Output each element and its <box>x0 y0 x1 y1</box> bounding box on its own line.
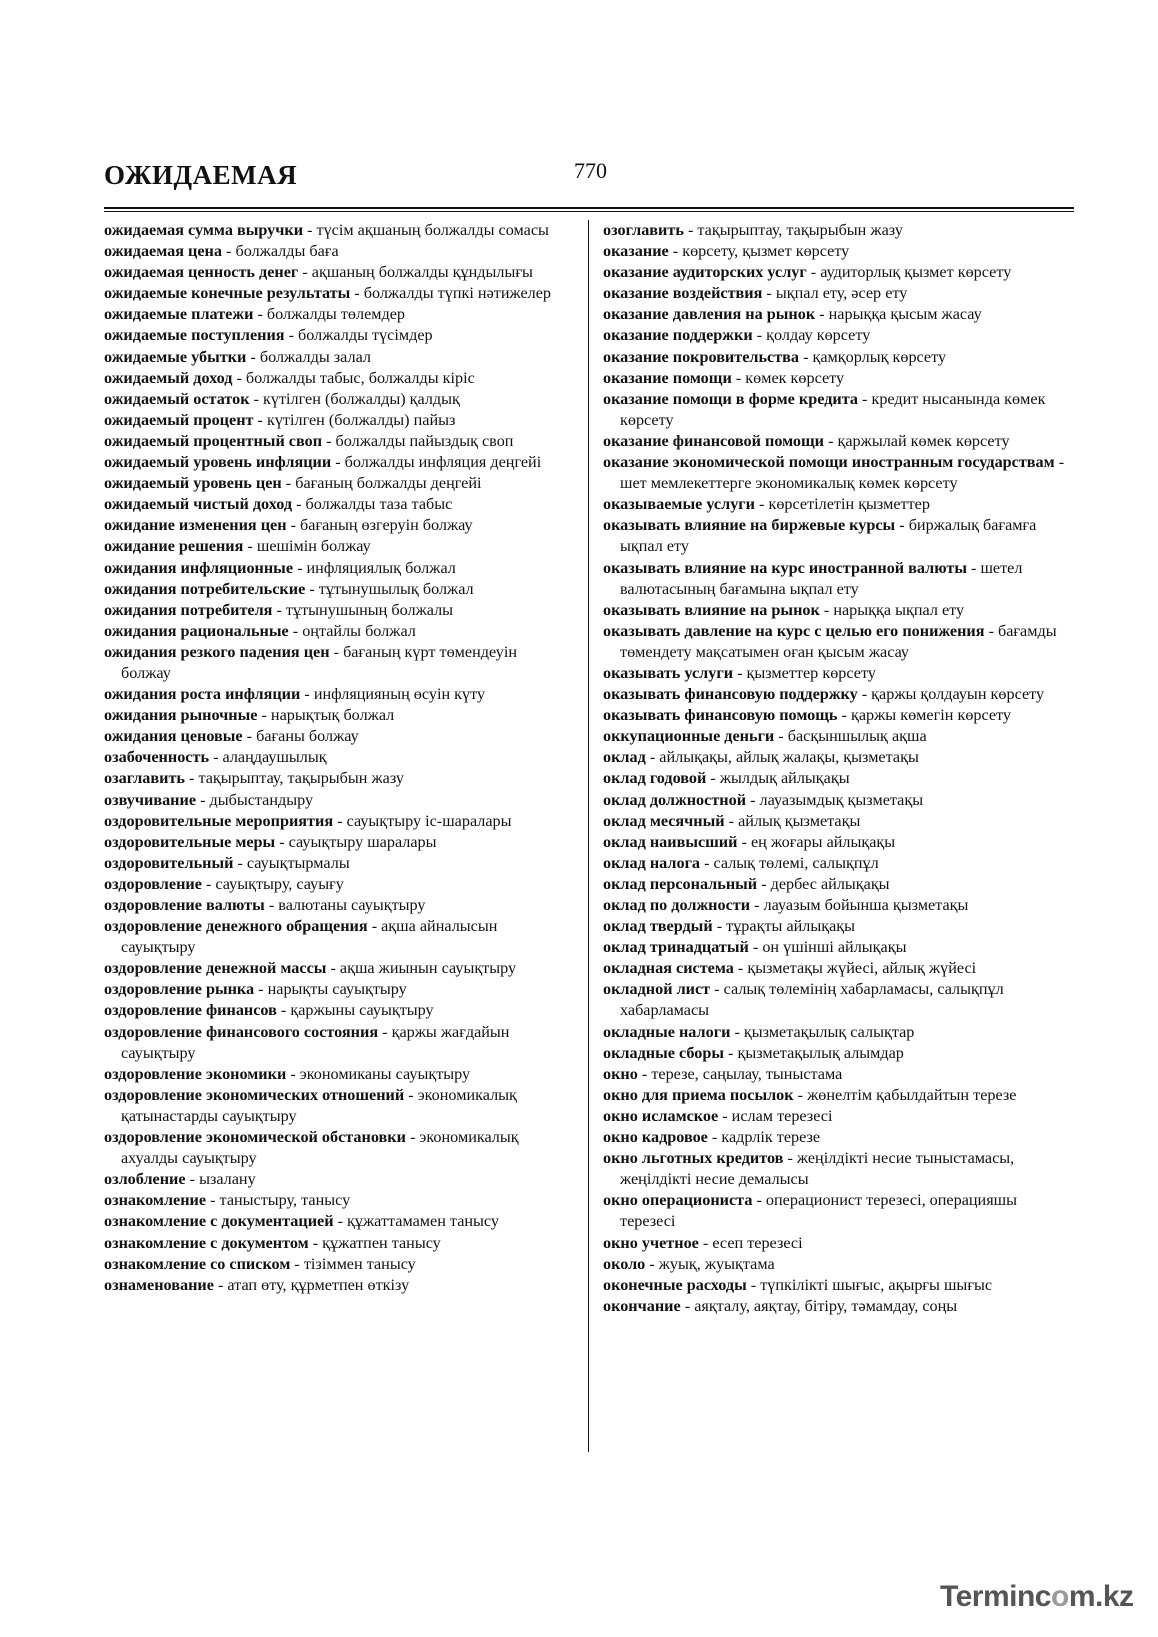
dictionary-entry: оклад твердый - тұрақты айлықақы <box>603 917 856 936</box>
dictionary-entry: оказание помощи в форме кредита - кредит нысанында көмек көрсету <box>603 389 1046 429</box>
dictionary-entry: оклад по должности - лауазым бойынша қызметақы <box>603 896 969 914</box>
entry-term: оказание <box>603 242 669 261</box>
dictionary-entry: оказание аудиторских услуг - аудиторлық қызмет көрсету <box>603 263 1012 282</box>
dictionary-entry: окно учетное - есеп терезесі <box>603 1233 803 1252</box>
entry-definition: лауазымдық қызметақы <box>759 790 924 809</box>
entry-term: озаглавить <box>104 769 185 788</box>
header-word: ОЖИДАЕМАЯ <box>104 160 298 190</box>
entry-definition: нарыққа ықпал ету <box>833 600 965 619</box>
entry-definition: тақырыптау, тақырыбын жазу <box>697 221 903 239</box>
entry-term: оклад наивысший <box>603 832 738 851</box>
entry-term: оздоровление денежного обращения <box>104 917 368 936</box>
entry-definition: тұтынушының болжалы <box>285 600 454 619</box>
entry-term: ожидания рациональные <box>104 621 289 640</box>
entry-term: окладная система <box>603 959 734 978</box>
entry-term: оздоровление финансового состояния <box>104 1022 379 1041</box>
entry-term: окно <box>603 1064 638 1083</box>
dictionary-entry: ожидаемый чистый доход - болжалды таза табыс <box>104 495 453 514</box>
entry-term: оздоровительные меры <box>104 832 276 851</box>
entry-term: около <box>603 1254 646 1273</box>
entry-term: ожидания потребителя <box>104 600 273 619</box>
entry-definition: ызалану <box>199 1170 256 1189</box>
entry-definition: ақшаның болжалды құндылығы <box>311 263 533 282</box>
dictionary-entry: оздоровление финансового состояния - қаржы жағдайын сауықтыру <box>104 1022 510 1062</box>
dictionary-entry: оказывать финансовую поддержку - қаржы қолдауын көрсету <box>603 685 1045 704</box>
dictionary-entry: озоглавить - тақырыптау, тақырыбын жазу <box>603 221 903 239</box>
entry-definition: түпкілікті шығыс, ақырғы шығыс <box>760 1275 993 1294</box>
dictionary-entry: оклад наивысший - ең жоғары айлықақы <box>603 832 896 851</box>
dictionary-entry: оздоровление экономики - экономиканы сауықтыру <box>104 1064 471 1083</box>
entry-term: оклад налога <box>603 853 701 872</box>
dictionary-entry: ознакомление с документом - құжатпен танысу <box>104 1233 441 1252</box>
entry-definition: болжалды залал <box>259 347 371 366</box>
entry-term: оказывать влияние на курс иностранной валюты <box>603 558 967 577</box>
dictionary-entry: оказание - көрсету, қызмет көрсету <box>603 242 850 261</box>
entry-term: ожидаемый остаток <box>104 389 250 408</box>
column-divider <box>588 220 589 1452</box>
entry-definition: нарыққа қысым жасау <box>828 305 982 324</box>
entry-term: озоглавить <box>603 221 684 239</box>
entry-term: ознакомление со списком <box>104 1254 291 1273</box>
entry-term: окно кадровое <box>603 1128 708 1147</box>
dictionary-entry: ожидаемый уровень цен - бағаның болжалды деңгейі <box>104 474 482 493</box>
entry-term: оказывать влияние на рынок <box>603 600 820 619</box>
entry-definition: құжатпен танысу <box>322 1233 441 1252</box>
header-rule-thick <box>104 207 1074 209</box>
entry-definition: сауықтырмалы <box>246 853 350 872</box>
dictionary-entry: оздоровление валюты - валютаны сауықтыру <box>104 896 426 914</box>
entry-definition: болжалды төлемдер <box>266 305 406 324</box>
dictionary-entry: оклад - айлықақы, айлық жалақы, қызметақы <box>603 748 919 767</box>
entry-term: оклад по должности <box>603 896 751 914</box>
entry-term: озабоченность <box>104 748 210 767</box>
dictionary-entry: озвучивание - дыбыстандыру <box>104 790 314 809</box>
entry-term: ожидаемая сумма выручки <box>104 221 304 239</box>
entry-term: оздоровление рынка <box>104 980 255 999</box>
entry-definition: ең жоғары айлықақы <box>750 832 896 851</box>
dictionary-entry: оздоровление денежной массы - ақша жиынын сауықтыру <box>104 959 517 978</box>
dictionary-entry: ожидаемый процент - күтілген (болжалды) пайыз <box>104 410 456 429</box>
dictionary-entry: оклад должностной - лауазымдық қызметақы <box>603 790 924 809</box>
dictionary-entry: оздоровительный - сауықтырмалы <box>104 853 350 872</box>
entry-definition: валютаны сауықтыру <box>278 896 426 914</box>
dictionary-entry: окончание - аяқталу, аяқтау, бітіру, тәмамдау, соңы <box>603 1296 958 1315</box>
dictionary-entry: ожидаемый остаток - күтілген (болжалды) қалдық <box>104 389 460 408</box>
dictionary-entry: ожидания рыночные - нарықтық болжал <box>104 706 395 725</box>
entry-term: оздоровление финансов <box>104 1001 277 1020</box>
entry-definition: болжалды пайыздық своп <box>335 431 514 450</box>
logo-mark: o <box>1051 1580 1069 1613</box>
entry-term: окно операциониста <box>603 1191 753 1210</box>
entry-definition: ислам терезесі <box>731 1106 833 1125</box>
dictionary-entry: оздоровительные меры - сауықтыру шаралары <box>104 832 437 851</box>
entry-definition: тұтынушылық болжал <box>318 579 474 598</box>
entry-term: ожидания инфляционные <box>104 558 294 577</box>
entry-term: окладные налоги <box>603 1022 731 1041</box>
entry-term: озлобление <box>104 1170 186 1189</box>
entry-term: оказание аудиторских услуг <box>603 263 807 282</box>
dictionary-entry: оклад налога - салық төлемі, салықпұл <box>603 853 879 872</box>
dictionary-entry: оздоровление экономических отношений - экономикалық қатынастарды сауықтыру <box>104 1085 517 1125</box>
entry-definition: күтілген (болжалды) қалдық <box>263 389 460 408</box>
entry-definition: қызметақылық салықтар <box>743 1022 915 1041</box>
entry-definition: қызметақы жүйесі, айлық жүйесі <box>747 959 977 978</box>
entry-definition: экономикалық қатынастарды сауықтыру <box>121 1085 517 1125</box>
dictionary-entry: окладной лист - салық төлемінің хабарламасы, салықпұл хабарламасы <box>603 980 1004 1020</box>
entry-term: ожидаемые платежи <box>104 305 254 324</box>
entry-term: оказываемые услуги <box>603 495 755 514</box>
entry-definition: аудиторлық қызмет көрсету <box>820 263 1012 282</box>
entry-definition: нарықты сауықтыру <box>267 980 407 999</box>
entry-definition: экономиканы сауықтыру <box>299 1064 471 1083</box>
dictionary-entry: оконечные расходы - түпкілікті шығыс, ақырғы шығыс <box>603 1275 993 1294</box>
entry-definition: жөнелтім қабылдайтын терезе <box>807 1085 1017 1104</box>
entry-term: окладной лист <box>603 980 711 999</box>
entry-definition: дербес айлықақы <box>770 874 890 893</box>
dictionary-entry: ожидаемый процентный своп - болжалды пайыздық своп <box>104 431 514 450</box>
dictionary-entry: ожидание изменения цен - бағаның өзгеруін болжау <box>104 516 473 535</box>
entry-definition: болжалды инфляция деңгейі <box>344 453 542 472</box>
dictionary-entry: окно операциониста - операционист терезесі, операцияшы терезесі <box>603 1191 1018 1231</box>
header-rule-thin <box>104 211 1074 212</box>
dictionary-entry: окно - терезе, саңылау, тыныстама <box>603 1064 843 1083</box>
entry-term: оказывать финансовую помощь <box>603 706 838 725</box>
dictionary-entry: ожидаемые конечные результаты - болжалды түпкі нәтижелер <box>104 284 552 303</box>
entry-term: оказывать услуги <box>603 663 734 682</box>
dictionary-entry: окладные налоги - қызметақылық салықтар <box>603 1022 915 1041</box>
entry-definition: жуық, жуықтама <box>658 1254 775 1273</box>
entry-term: окладные сборы <box>603 1043 724 1062</box>
entry-term: ожидаемый процент <box>104 410 254 429</box>
dictionary-entry: оклад месячный - айлық қызметақы <box>603 811 861 830</box>
entry-term: оздоровление экономики <box>104 1064 287 1083</box>
entry-definition: инфляциялық болжал <box>306 558 456 577</box>
entry-term: оклад тринадцатый <box>603 938 749 957</box>
dictionary-entry: оказание давления на рынок - нарыққа қысым жасау <box>603 305 982 324</box>
entry-term: оздоровление экономических отношений <box>104 1085 405 1104</box>
entry-definition: айлық қызметақы <box>738 811 861 830</box>
entry-term: оказание помощи <box>603 368 732 387</box>
dictionary-entry: ожидания инфляционные - инфляциялық болжал <box>104 558 456 577</box>
dictionary-entry: ожидаемые платежи - болжалды төлемдер <box>104 305 406 324</box>
entry-term: оказывать давление на курс с целью его понижения <box>603 621 985 640</box>
entry-definition: аяқталу, аяқтау, бітіру, тәмамдау, соңы <box>694 1296 958 1315</box>
dictionary-entry: оздоровление денежного обращения - ақша айналысын сауықтыру <box>104 917 498 957</box>
dictionary-entry: оздоровление - сауықтыру, сауығу <box>104 874 344 893</box>
entry-term: ознаменование <box>104 1275 214 1294</box>
entry-term: оклад годовой <box>603 769 707 788</box>
dictionary-entry: оздоровительные мероприятия - сауықтыру іс-шаралары <box>104 811 512 830</box>
entry-definition: қаржы көмегін көрсету <box>850 706 1012 725</box>
dictionary-entry: оккупационные деньги - басқыншылық ақша <box>603 727 927 746</box>
entry-term: окончание <box>603 1296 681 1315</box>
right-column <box>603 220 1075 1317</box>
entry-term: ожидаемый уровень цен <box>104 474 282 493</box>
entry-definition: нарықтық болжал <box>270 706 395 725</box>
dictionary-entry: ожидаемая сумма выручки - түсім ақшаның болжалды сомасы <box>104 221 549 239</box>
entry-term: ожидаемый доход <box>104 368 233 387</box>
entry-term: ожидания рыночные <box>104 706 258 725</box>
entry-definition: таныстыру, танысу <box>219 1191 351 1210</box>
entry-definition: дыбыстандыру <box>209 790 314 809</box>
entry-definition: көмек көрсету <box>745 368 845 387</box>
entry-definition: көрсету, қызмет көрсету <box>682 242 850 261</box>
dictionary-entry: ожидаемая ценность денег - ақшаның болжалды құндылығы <box>104 263 533 282</box>
dictionary-entry: оказание экономической помощи иностранным государствам - шет мемлекеттерге экономикалық көмек көрсету <box>603 453 1065 493</box>
entry-term: окно учетное <box>603 1233 699 1252</box>
entry-term: оккупационные деньги <box>603 727 775 746</box>
entry-definition: алаңдаушылық <box>222 748 327 767</box>
entry-term: окно исламское <box>603 1106 719 1125</box>
dictionary-entry: окладная система - қызметақы жүйесі, айлық жүйесі <box>603 959 977 978</box>
dictionary-entry: ожидания рациональные - оңтайлы болжал <box>104 621 416 640</box>
entry-definition: күтілген (болжалды) пайыз <box>266 410 456 429</box>
entry-definition: бағаның болжалды деңгейі <box>295 474 482 493</box>
page-header <box>104 150 1074 194</box>
entry-term: ожидаемый чистый доход <box>104 495 293 514</box>
logo-prefix: T <box>940 1580 956 1613</box>
left-column <box>104 220 569 1296</box>
entry-definition: сауықтыру іс-шаралары <box>346 811 512 830</box>
entry-definition: қамқорлық көрсету <box>812 347 947 366</box>
entry-term: ожидаемый уровень инфляции <box>104 453 332 472</box>
dictionary-entry: ожидаемый доход - болжалды табыс, болжалды кіріс <box>104 368 475 387</box>
entry-definition: кадрлік терезе <box>721 1128 821 1147</box>
entry-term: оказание поддержки <box>603 326 753 345</box>
entry-term: оздоровление экономической обстановки <box>104 1128 406 1147</box>
dictionary-entry: ознаменование - атап өту, құрметпен өткізу <box>104 1275 410 1294</box>
dictionary-entry: около - жуық, жуықтама <box>603 1254 775 1273</box>
dictionary-entry: оклад годовой - жылдық айлықақы <box>603 769 850 788</box>
entry-term: оказание финансовой помощи <box>603 431 825 450</box>
entry-term: ожидания потребительские <box>104 579 306 598</box>
entry-definition: он үшінші айлықақы <box>762 938 907 957</box>
dictionary-entry: оказываемые услуги - көрсетілетін қызметтер <box>603 495 930 514</box>
entry-term: ожидание изменения цен <box>104 516 287 535</box>
dictionary-entry: ознакомление со списком - тізіммен танысу <box>104 1254 416 1273</box>
entry-term: оказание воздействия <box>603 284 763 303</box>
entry-definition: экономикалық ахуалды сауықтыру <box>121 1128 519 1168</box>
entry-definition: қаржы жағдайын сауықтыру <box>121 1022 510 1062</box>
entry-term: оклад месячный <box>603 811 725 830</box>
dictionary-entry: ожидаемые убытки - болжалды залал <box>104 347 371 366</box>
entry-definition: сауықтыру, сауығу <box>215 874 344 893</box>
dictionary-entry: ожидаемая цена - болжалды баға <box>104 242 339 261</box>
dictionary-entry: оказывать влияние на рынок - нарыққа ықпал ету <box>603 600 965 619</box>
entry-definition: жеңілдікті несие тыныстамасы, жеңілдікті несие демалысы <box>620 1149 1015 1189</box>
entry-definition: лауазым бойынша қызметақы <box>763 896 969 914</box>
entry-definition: шетел валютасының бағамына ықпал ету <box>620 558 1023 598</box>
entry-term: оздоровление денежной массы <box>104 959 327 978</box>
entry-definition: бағамды төмендету мақсатымен оған қысым жасау <box>620 621 1057 661</box>
entry-term: ожидания роста инфляции <box>104 685 301 704</box>
entry-definition: тақырыптау, тақырыбын жазу <box>198 769 405 788</box>
entry-definition: қаржыны сауықтыру <box>290 1001 434 1020</box>
dictionary-entry: ознакомление с документацией - құжаттамамен танысу <box>104 1212 499 1231</box>
entry-term: оказание давления на рынок <box>603 305 816 324</box>
dictionary-entry: ознакомление - таныстыру, танысу <box>104 1191 351 1210</box>
entry-definition: жылдық айлықақы <box>719 769 850 788</box>
entry-definition: болжалды баға <box>235 242 339 261</box>
entry-definition: тұрақты айлықақы <box>726 917 856 936</box>
entry-definition: сауықтыру шаралары <box>288 832 437 851</box>
dictionary-entry: окно кадровое - кадрлік терезе <box>603 1128 821 1147</box>
entry-definition: ақша айналысын сауықтыру <box>121 917 498 957</box>
termincom-logo <box>940 1580 1134 1614</box>
entry-term: оздоровление <box>104 874 202 893</box>
entry-definition: айлықақы, айлық жалақы, қызметақы <box>659 748 919 767</box>
entry-definition: биржалық бағамға ықпал ету <box>620 516 1037 556</box>
dictionary-entry: ожидаемый уровень инфляции - болжалды инфляция деңгейі <box>104 453 542 472</box>
dictionary-entry: оклад персональный - дербес айлықақы <box>603 874 890 893</box>
entry-definition: болжалды табыс, болжалды кіріс <box>245 368 475 387</box>
entry-term: оказывать влияние на биржевые курсы <box>603 516 896 535</box>
dictionary-entry: оказание воздействия - ықпал ету, әсер ету <box>603 284 908 303</box>
entry-definition: оңтайлы болжал <box>302 621 416 640</box>
dictionary-entry: оздоровление экономической обстановки - экономикалық ахуалды сауықтыру <box>104 1128 519 1168</box>
entry-definition: салық төлемі, салықпұл <box>713 853 879 872</box>
entry-term: оздоровление валюты <box>104 896 265 914</box>
dictionary-entry: ожидания потребительские - тұтынушылық болжал <box>104 579 474 598</box>
entry-definition: терезе, саңылау, тыныстама <box>651 1064 843 1083</box>
dictionary-entry: оказывать давление на курс с целью его понижения - бағамды төмендету мақсатымен оған қысым жасау <box>603 621 1057 661</box>
entry-term: окно для приема посылок <box>603 1085 794 1104</box>
entry-term: ознакомление <box>104 1191 207 1210</box>
entry-definition: есеп терезесі <box>712 1233 803 1252</box>
dictionary-entry: оказание финансовой помощи - қаржылай көмек көрсету <box>603 431 1010 450</box>
dictionary-entry: оклад тринадцатый - он үшінші айлықақы <box>603 938 907 957</box>
entry-term: ожидаемые поступления <box>104 326 285 345</box>
entry-definition: ақша жиынын сауықтыру <box>339 959 517 978</box>
entry-term: ожидания ценовые <box>104 727 243 746</box>
entry-definition: қызметақылық алымдар <box>737 1043 904 1062</box>
entry-definition: операционист терезесі, операцияшы терезесі <box>620 1191 1018 1231</box>
logo-text-b: m.kz <box>1068 1580 1134 1613</box>
dictionary-entry: оказывать финансовую помощь - қаржы көмегін көрсету <box>603 706 1012 725</box>
dictionary-entry: ожидаемые поступления - болжалды түсімдер <box>104 326 433 345</box>
dictionary-entry: окладные сборы - қызметақылық алымдар <box>603 1043 904 1062</box>
entry-term: оздоровительные мероприятия <box>104 811 334 830</box>
dictionary-entry: ожидания ценовые - бағаны болжау <box>104 727 359 746</box>
entry-definition: шет мемлекеттерге экономикалық көмек көрсету <box>620 474 958 493</box>
entry-definition: түсім ақшаның болжалды сомасы <box>316 221 549 239</box>
entry-definition: болжалды таза табыс <box>305 495 453 514</box>
entry-definition: көрсетілетін қызметтер <box>768 495 930 514</box>
entry-term: ознакомление с документацией <box>104 1212 334 1231</box>
logo-text-a: erminc <box>955 1580 1051 1613</box>
dictionary-entry: ожидание решения - шешімін болжау <box>104 537 371 556</box>
dictionary-entry: окно исламское - ислам терезесі <box>603 1106 833 1125</box>
entry-term: ожидаемые убытки <box>104 347 247 366</box>
entry-term: ознакомление с документом <box>104 1233 309 1252</box>
entry-term: оказание покровительства <box>603 347 800 366</box>
dictionary-entry: окно для приема посылок - жөнелтім қабылдайтын терезе <box>603 1085 1017 1104</box>
entry-term: оклад <box>603 748 646 767</box>
entry-term: оклад персональный <box>603 874 758 893</box>
dictionary-entry: оказывать услуги - қызметтер көрсету <box>603 663 876 682</box>
dictionary-entry: озабоченность - алаңдаушылық <box>104 748 327 767</box>
dictionary-entry: окно льготных кредитов - жеңілдікті несие тыныстамасы, жеңілдікті несие демалысы <box>603 1149 1015 1189</box>
entry-definition: салық төлемінің хабарламасы, салықпұл хабарламасы <box>620 980 1004 1020</box>
entry-definition: ықпал ету, әсер ету <box>775 284 908 303</box>
entry-definition: болжалды түсімдер <box>298 326 433 345</box>
entry-term: ожидаемые конечные результаты <box>104 284 351 303</box>
entry-term: оказание экономической помощи иностранным государствам <box>603 453 1055 472</box>
dictionary-entry: оказывать влияние на курс иностранной валюты - шетел валютасының бағамына ықпал ету <box>603 558 1023 598</box>
entry-term: ожидания резкого падения цен <box>104 642 330 661</box>
entry-definition: бағаның күрт төмендеуін болжау <box>121 642 518 682</box>
dictionary-entry: оздоровление финансов - қаржыны сауықтыру <box>104 1001 434 1020</box>
entry-term: оконечные расходы <box>603 1275 747 1294</box>
entry-definition: шешімін болжау <box>256 537 371 556</box>
dictionary-entry: оказание помощи - көмек көрсету <box>603 368 845 387</box>
entry-term: ожидаемая цена <box>104 242 222 261</box>
entry-definition: тізіммен танысу <box>303 1254 416 1273</box>
dictionary-entry: оказывать влияние на биржевые курсы - биржалық бағамға ықпал ету <box>603 516 1037 556</box>
entry-definition: құжаттамамен танысу <box>347 1212 499 1231</box>
entry-definition: кредит нысанында көмек көрсету <box>620 389 1046 429</box>
entry-definition: басқыншылық ақша <box>787 727 927 746</box>
entry-term: оклад должностной <box>603 790 747 809</box>
entry-term: окно льготных кредитов <box>603 1149 784 1168</box>
entry-term: оклад твердый <box>603 917 713 936</box>
entry-definition: инфляцияның өсуін күту <box>313 685 486 704</box>
page-number: 770 <box>574 158 607 183</box>
dictionary-entry: оказание поддержки - қолдау көрсету <box>603 326 871 345</box>
dictionary-entry: ожидания резкого падения цен - бағаның күрт төмендеуін болжау <box>104 642 518 682</box>
dictionary-entry: оказание покровительства - қамқорлық көрсету <box>603 347 947 366</box>
entry-term: оказание помощи в форме кредита <box>603 389 858 408</box>
dictionary-entry: озлобление - ызалану <box>104 1170 256 1189</box>
dictionary-entry: ожидания роста инфляции - инфляцияның өсуін күту <box>104 685 486 704</box>
dictionary-entry: озаглавить - тақырыптау, тақырыбын жазу <box>104 769 405 788</box>
entry-definition: бағаны болжау <box>256 727 359 746</box>
entry-definition: қаржылай көмек көрсету <box>837 431 1010 450</box>
entry-definition: қолдау көрсету <box>766 326 871 345</box>
entry-term: ожидаемая ценность денег <box>104 263 299 282</box>
entry-definition: қызметтер көрсету <box>746 663 876 682</box>
entry-term: оказывать финансовую поддержку <box>603 685 858 704</box>
entry-term: оздоровительный <box>104 853 234 872</box>
entry-definition: атап өту, құрметпен өткізу <box>227 1275 410 1294</box>
entry-definition: қаржы қолдауын көрсету <box>871 685 1045 704</box>
entry-definition: бағаның өзгеруін болжау <box>300 516 473 535</box>
entry-term: ожидание решения <box>104 537 244 556</box>
entry-definition: болжалды түпкі нәтижелер <box>363 284 552 303</box>
entry-term: ожидаемый процентный своп <box>104 431 323 450</box>
dictionary-entry: оздоровление рынка - нарықты сауықтыру <box>104 980 407 999</box>
dictionary-entry: ожидания потребителя - тұтынушының болжалы <box>104 600 454 619</box>
entry-term: озвучивание <box>104 790 197 809</box>
